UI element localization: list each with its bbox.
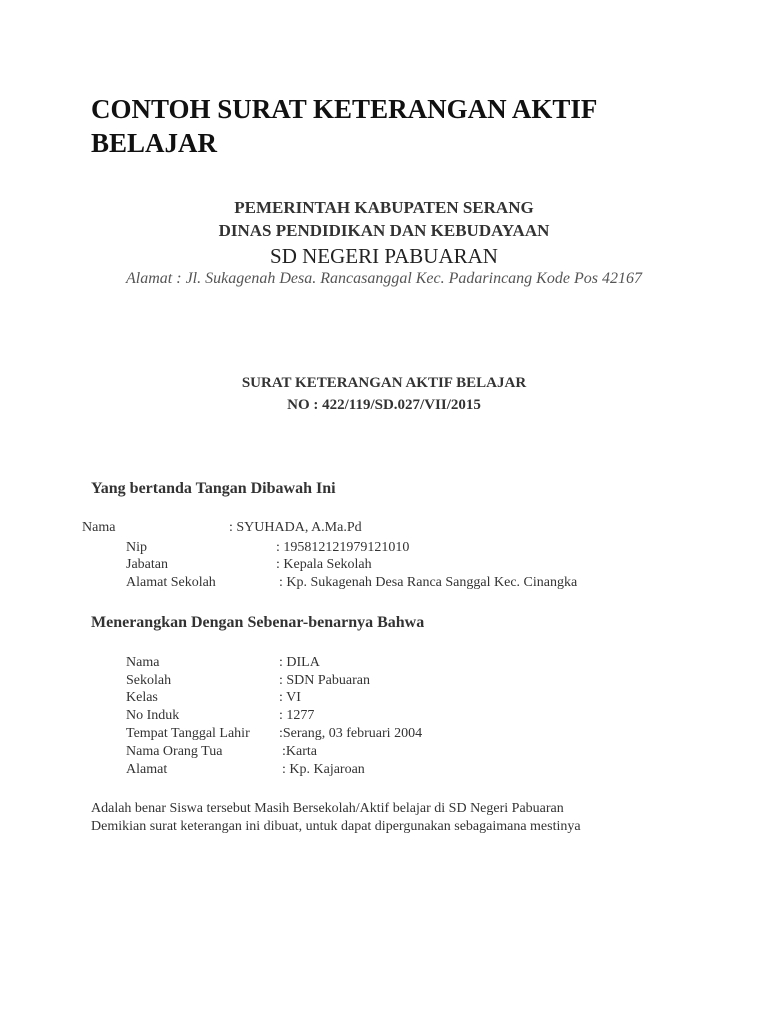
student-name-label: Nama: [126, 655, 160, 670]
signer-school-address-value: : Kp. Sukagenah Desa Ranca Sanggal Kec. Cinangka: [279, 575, 578, 590]
student-class-label: Kelas: [126, 690, 158, 705]
letterhead-department: DINAS PENDIDIKAN DAN KEBUDAYAAN: [218, 221, 550, 240]
signer-name-label: Nama: [82, 520, 116, 535]
signer-position-value: : Kepala Sekolah: [276, 557, 372, 572]
closing-purpose: Demikian surat keterangan ini dibuat, untuk dapat dipergunakan sebagaimana mestinya: [91, 819, 581, 834]
student-address-label: Alamat: [126, 762, 168, 777]
student-parent-label: Nama Orang Tua: [126, 744, 223, 759]
student-birth-label: Tempat Tanggal Lahir: [126, 726, 250, 741]
signer-nip-value: : 195812121979121010: [276, 540, 410, 555]
signer-section-heading: Yang bertanda Tangan Dibawah Ini: [91, 480, 336, 497]
student-school-value: : SDN Pabuaran: [279, 673, 370, 688]
student-birth-value: :Serang, 03 februari 2004: [279, 726, 423, 741]
letterhead-government: PEMERINTAH KABUPATEN SERANG: [234, 198, 534, 217]
signer-nip-label: Nip: [126, 540, 147, 555]
student-address-value: : Kp. Kajaroan: [282, 762, 365, 777]
student-school-label: Sekolah: [126, 673, 172, 688]
document-title: CONTOH SURAT KETERANGAN AKTIF BELAJAR: [91, 94, 597, 158]
letter-heading: SURAT KETERANGAN AKTIF BELAJAR: [241, 375, 527, 391]
letter-number: NO : 422/119/SD.027/VII/2015: [287, 397, 481, 413]
signer-name-value: : SYUHADA, A.Ma.Pd: [229, 520, 362, 535]
letterhead-address: Alamat : Jl. Sukagenah Desa. Rancasanggal Kec. Padarincang Kode Pos 42167: [126, 270, 642, 287]
signer-position-label: Jabatan: [126, 557, 168, 572]
student-class-value: : VI: [279, 690, 301, 705]
student-parent-value: :Karta: [282, 744, 317, 759]
closing-statement: Adalah benar Siswa tersebut Masih Bersekolah/Aktif belajar di SD Negeri Pabuaran: [91, 801, 564, 816]
student-id-label: No Induk: [126, 708, 180, 723]
student-name-value: : DILA: [279, 655, 320, 670]
letterhead-school: SD NEGERI PABUARAN: [270, 244, 498, 268]
signer-school-address-label: Alamat Sekolah: [126, 575, 216, 590]
student-id-value: : 1277: [279, 708, 315, 723]
student-section-heading: Menerangkan Dengan Sebenar-benarnya Bahwa: [91, 614, 425, 631]
